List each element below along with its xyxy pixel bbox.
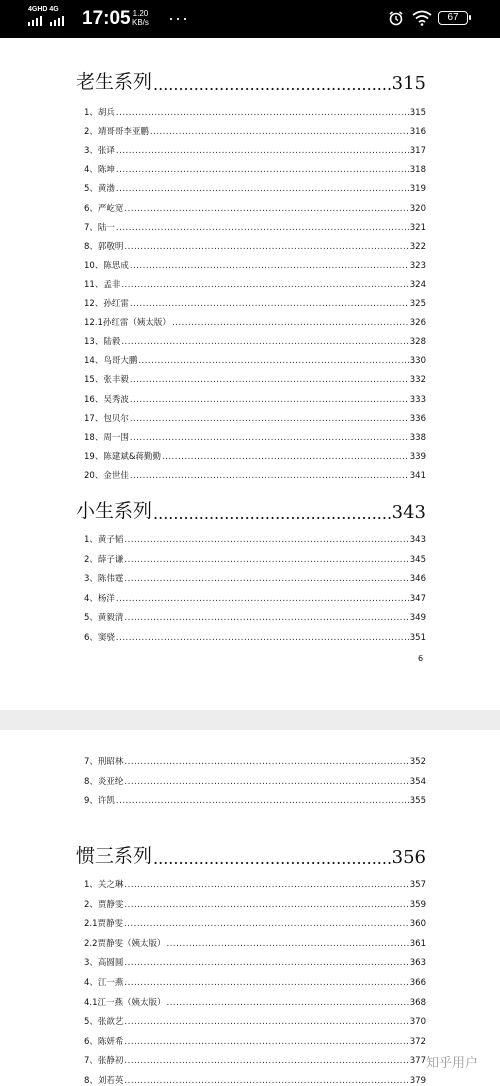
signal-icon (28, 6, 64, 26)
entry-label: 12、孙红雷 (84, 299, 129, 309)
leader-dots (116, 165, 409, 175)
toc-entry[interactable] (84, 769, 426, 787)
toc-entry[interactable] (84, 788, 426, 806)
entry-page: 347 (409, 593, 426, 604)
leader-dots (116, 184, 409, 194)
leader-dots (130, 299, 409, 309)
more-notifications-icon: ··· (168, 8, 189, 28)
entry-page: 318 (409, 165, 426, 176)
entry-label: 4、杨洋 (84, 593, 115, 604)
entry-label: 18、周一围 (84, 432, 129, 443)
entry-label: 19、陈建斌&蒋勤勤 (84, 451, 161, 462)
entry-page: 330 (409, 356, 426, 367)
entry-page: 326 (409, 318, 426, 329)
toc-entry[interactable] (84, 138, 426, 156)
toc-entry[interactable] (84, 253, 426, 271)
toc-entry[interactable] (84, 367, 426, 385)
entry-page: 336 (409, 413, 426, 424)
entry-label: 3、高圆圆 (84, 958, 124, 969)
section-heading[interactable] (76, 838, 426, 868)
toc-entry[interactable] (84, 527, 426, 545)
entry-page: 319 (409, 184, 426, 195)
alarm-icon (388, 10, 404, 26)
leader-dots (153, 75, 391, 94)
leader-dots (138, 356, 408, 366)
entry-label: 1、胡兵 (84, 108, 115, 118)
leader-dots (124, 1017, 408, 1027)
toc-entry[interactable] (84, 970, 426, 988)
entry-page: 346 (409, 574, 426, 584)
leader-dots (116, 796, 409, 806)
entry-page: 370 (409, 1017, 426, 1028)
leader-dots (130, 433, 409, 443)
entry-page: 372 (409, 1036, 426, 1047)
entry-label: 5、黄渤 (84, 184, 115, 195)
entry-page: 332 (409, 375, 426, 386)
section-heading[interactable] (76, 493, 426, 523)
entry-label: 1、黄子韬 (84, 535, 124, 545)
entry-label: 3、陈伟霆 (84, 574, 124, 584)
leader-dots (116, 594, 409, 604)
leader-dots (124, 1037, 408, 1047)
speed-unit: KB/s (132, 18, 149, 27)
entry-page: 343 (409, 535, 426, 545)
entry-label: 6、窦骁 (84, 632, 115, 643)
entry-label: 16、吴秀波 (84, 394, 129, 405)
leader-dots (124, 958, 408, 968)
leader-dots (124, 555, 408, 565)
toc-entry[interactable] (84, 1029, 426, 1047)
leader-dots (150, 127, 409, 137)
toc-entry[interactable] (84, 100, 426, 118)
entry-label: 7、张静初 (84, 1056, 124, 1067)
leader-dots (116, 146, 409, 156)
section-title: 小生系列 (76, 500, 153, 522)
entry-label: 5、张歆艺 (84, 1017, 124, 1028)
leader-dots (124, 204, 408, 214)
leader-dots (130, 261, 409, 271)
entry-label: 3、张译 (84, 146, 115, 157)
section-page: 343 (391, 502, 426, 523)
entry-label: 4、陈坤 (84, 165, 115, 176)
entry-label: 8、郭敬明 (84, 241, 124, 252)
entry-label: 2.1贾静雯 (84, 919, 124, 930)
leader-dots (124, 919, 409, 929)
toc-entry[interactable] (84, 1068, 426, 1086)
toc-entry[interactable] (84, 215, 426, 233)
entry-label: 12.1孙红雷（姨太版） (84, 318, 171, 329)
entry-label: 15、张丰毅 (84, 375, 129, 386)
leader-dots (116, 223, 409, 233)
section-title: 老生系列 (76, 71, 153, 93)
toc-entry[interactable] (84, 892, 426, 910)
toc-entry[interactable] (84, 749, 426, 767)
page-gap (0, 710, 500, 730)
toc-entry[interactable] (84, 387, 426, 405)
toc-entry[interactable] (84, 586, 426, 604)
entry-page: 368 (409, 997, 426, 1008)
entry-page: 360 (409, 919, 426, 930)
entry-page: 366 (409, 978, 426, 988)
entry-page: 324 (409, 279, 426, 290)
toc-entry[interactable] (84, 310, 426, 328)
status-bar (0, 0, 500, 38)
entry-page: 359 (409, 899, 426, 910)
toc-entry[interactable] (84, 1009, 426, 1027)
leader-dots (121, 337, 408, 347)
leader-dots (153, 504, 391, 523)
entry-page: 325 (409, 299, 426, 309)
entry-page: 341 (409, 470, 426, 481)
toc-entry[interactable] (84, 291, 426, 309)
entry-label: 8、刘若英 (84, 1076, 124, 1086)
watermark: 知乎用户 (426, 1056, 479, 1071)
leader-dots (167, 939, 409, 949)
entry-page: 351 (409, 632, 426, 643)
entry-page: 361 (409, 938, 426, 949)
toc-entry[interactable] (84, 176, 426, 194)
leader-dots (124, 900, 408, 910)
leader-dots (116, 633, 409, 643)
entry-label: 6、严屹宽 (84, 203, 124, 214)
entry-label: 4.1江一燕（姨太版） (84, 997, 166, 1008)
toc-entry[interactable] (84, 625, 426, 643)
toc-entry[interactable] (84, 157, 426, 175)
entry-page: 315 (409, 108, 426, 118)
network-type: 4GHD 4G (28, 6, 59, 13)
toc-entry[interactable] (84, 196, 426, 214)
entry-page: 322 (409, 241, 426, 252)
toc-entry[interactable] (84, 547, 426, 565)
leader-dots (124, 535, 408, 545)
entry-page: 316 (409, 127, 426, 138)
leader-dots (172, 318, 409, 328)
entry-label: 8、炎亚纶 (84, 776, 124, 787)
entry-label: 7、陆一 (84, 222, 115, 233)
entry-label: 2、贾静雯 (84, 899, 124, 910)
leader-dots (130, 471, 409, 481)
toc-entry[interactable] (84, 1048, 426, 1066)
entry-page: 339 (409, 451, 426, 462)
section-heading[interactable] (76, 64, 426, 94)
section-page: 356 (391, 847, 426, 868)
leader-dots (130, 414, 409, 424)
entry-page: 338 (409, 432, 426, 443)
entry-page: 333 (409, 394, 426, 405)
entry-label: 13、陆毅 (84, 337, 121, 348)
toc-entry[interactable] (84, 444, 426, 462)
entry-page: 377 (409, 1056, 426, 1067)
toc-entry[interactable] (84, 911, 426, 929)
page-number: 6 (418, 654, 424, 663)
toc-entry[interactable] (84, 348, 426, 366)
entry-page: 323 (409, 260, 426, 271)
toc-entry[interactable] (84, 272, 426, 290)
entry-label: 2、靖哥哥李亚鹏 (84, 127, 149, 138)
wifi-icon (412, 10, 432, 26)
toc-entry[interactable] (84, 990, 426, 1008)
toc-entry[interactable] (84, 329, 426, 347)
entry-page: 320 (409, 203, 426, 214)
entry-label: 14、鸟哥大鹏 (84, 356, 138, 367)
entry-label: 2、薛子谦 (84, 554, 124, 565)
entry-page: 363 (409, 958, 426, 969)
speed-value: 1.20 (132, 9, 149, 18)
entry-label: 20、金世佳 (84, 470, 129, 481)
entry-label: 6、陈妍希 (84, 1036, 124, 1047)
toc-entry[interactable] (84, 119, 426, 137)
leader-dots (124, 574, 408, 584)
leader-dots (124, 777, 408, 787)
clock: 17:05 (82, 8, 131, 29)
toc-entry[interactable] (84, 566, 426, 584)
toc-entry[interactable] (84, 463, 426, 481)
leader-dots (124, 757, 408, 767)
leader-dots (167, 998, 409, 1008)
entry-label: 9、许凯 (84, 796, 115, 806)
entry-page: 321 (409, 222, 426, 233)
entry-label: 17、包贝尔 (84, 413, 129, 424)
leader-dots (162, 452, 409, 462)
entry-label: 2.2贾静雯（姨太版） (84, 938, 166, 949)
entry-page: 328 (409, 337, 426, 348)
leader-dots (130, 375, 409, 385)
toc-entry[interactable] (84, 950, 426, 968)
entry-label: 7、刑昭林 (84, 757, 124, 767)
entry-page: 345 (409, 554, 426, 565)
toc-entry[interactable] (84, 931, 426, 949)
leader-dots (124, 1056, 408, 1066)
entry-label: 11、孟非 (84, 279, 121, 290)
leader-dots (116, 108, 409, 118)
network-speed (132, 9, 149, 27)
section-title: 惯三系列 (76, 845, 153, 867)
leader-dots (124, 880, 408, 890)
toc-entry[interactable] (84, 872, 426, 890)
toc-entry[interactable] (84, 425, 426, 443)
entry-page: 379 (409, 1076, 426, 1086)
entry-label: 10、陈思成 (84, 260, 129, 271)
toc-entry[interactable] (84, 605, 426, 623)
entry-page: 354 (409, 776, 426, 787)
leader-dots (124, 1076, 408, 1086)
entry-label: 4、江一燕 (84, 978, 124, 988)
entry-page: 357 (409, 880, 426, 890)
entry-label: 5、黄毅清 (84, 613, 124, 623)
battery-icon: 67 (438, 11, 468, 25)
entry-page: 355 (409, 796, 426, 806)
toc-entry[interactable] (84, 234, 426, 252)
entry-label: 1、关之琳 (84, 880, 124, 890)
entry-page: 349 (409, 613, 426, 623)
entry-page: 352 (409, 757, 426, 767)
leader-dots (121, 280, 408, 290)
leader-dots (153, 849, 391, 868)
toc-entry[interactable] (84, 406, 426, 424)
leader-dots (124, 613, 408, 623)
leader-dots (130, 395, 409, 405)
entry-page: 317 (409, 146, 426, 157)
leader-dots (124, 242, 408, 252)
leader-dots (124, 978, 408, 988)
section-page: 315 (391, 73, 426, 94)
